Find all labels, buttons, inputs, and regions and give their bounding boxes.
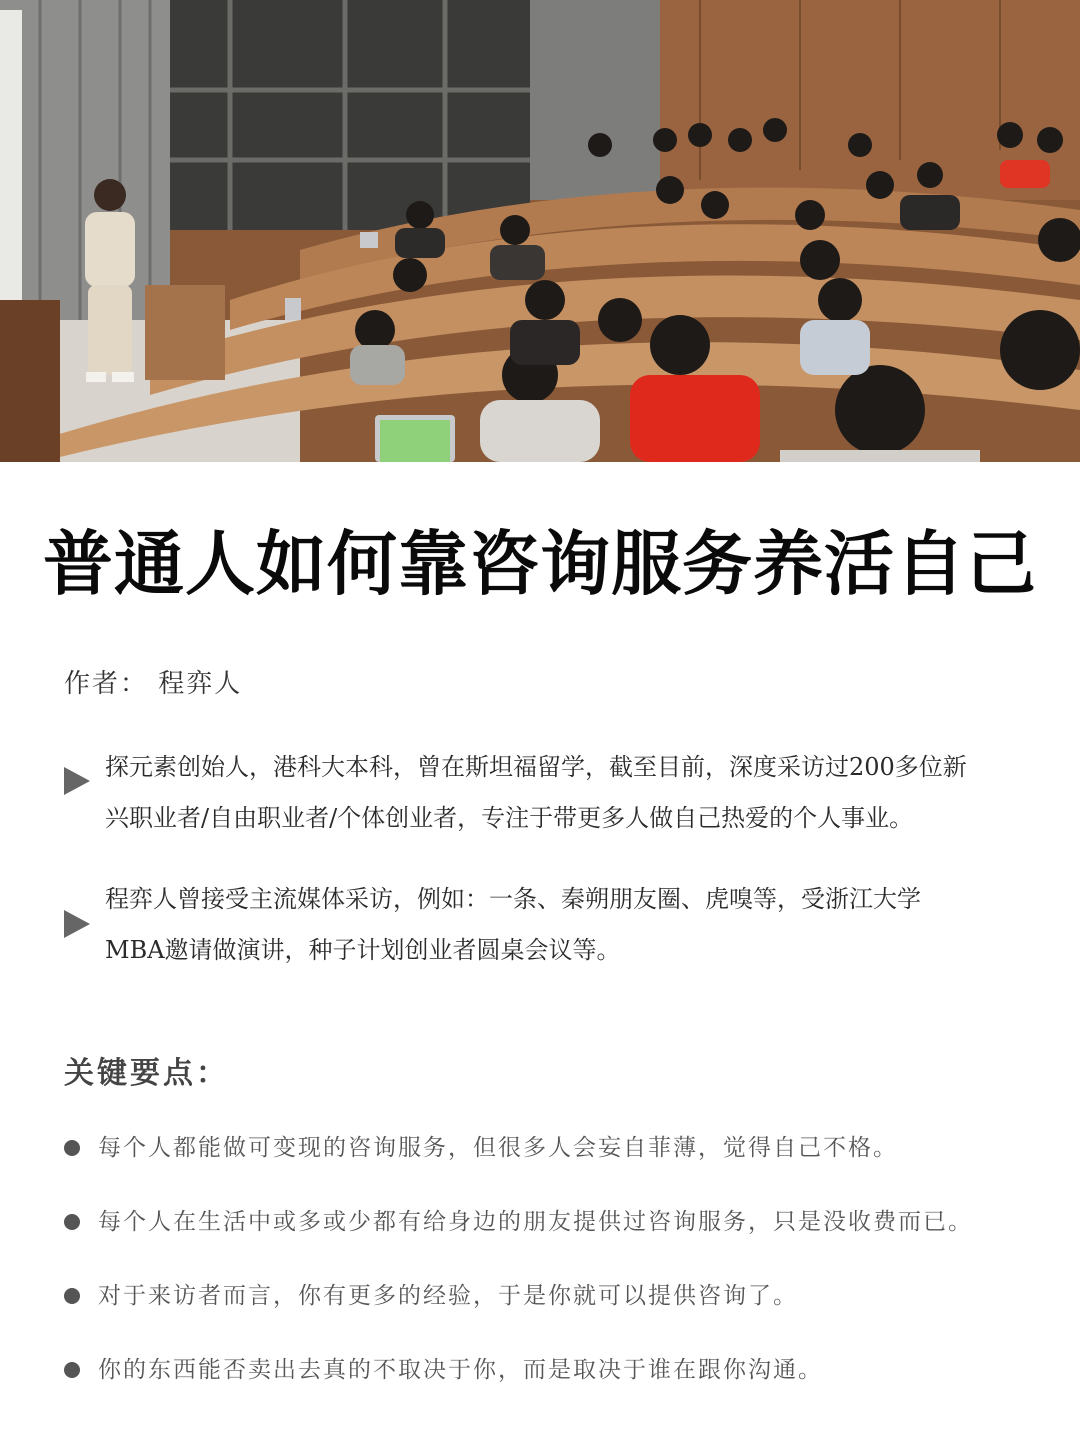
red-jacket	[630, 375, 760, 462]
list-item	[64, 1350, 1044, 1390]
author-label: 作者：	[64, 669, 149, 699]
list-item-text: 你的东西能否卖出去真的不取决于你，而是取决于谁在跟你沟通。	[98, 1357, 823, 1383]
list-item	[64, 1202, 1044, 1242]
triangle-bullet-icon	[64, 910, 90, 938]
list-item	[64, 1128, 1044, 1168]
list-item-text: 每个人都能做可变现的咨询服务，但很多人会妄自菲薄，觉得自己不格。	[98, 1135, 898, 1161]
intro-text	[105, 742, 1035, 844]
author-line	[64, 664, 242, 704]
list-item-text: 对于来访者而言，你有更多的经验，于是你就可以提供咨询了。	[98, 1283, 798, 1309]
intro-line: 探元素创始人，港科大本科，曾在斯坦福留学，截至目前，深度采访过200多位新	[105, 753, 967, 781]
bullet-dot-icon	[64, 1140, 80, 1156]
intro-line: 兴职业者/自由职业者/个体创业者，专注于带更多人做自己热爱的个人事业。	[105, 804, 914, 832]
list-item	[64, 1276, 1044, 1316]
list-item-text: 每个人在生活中或多或少都有给身边的朋友提供过咨询服务，只是没收费而已。	[98, 1209, 973, 1235]
page-title: 普通人如何靠咨询服务养活自己	[43, 523, 1037, 605]
lecture-hall-illustration	[0, 0, 1080, 462]
author-name: 程弈人	[158, 669, 243, 699]
bullet-dot-icon	[64, 1288, 80, 1304]
intro-line: 程弈人曾接受主流媒体采访，例如：一条、秦朔朋友圈、虎嗅等，受浙江大学	[105, 885, 921, 913]
triangle-bullet-icon	[64, 767, 90, 795]
bullet-dot-icon	[64, 1362, 80, 1378]
intro-line: MBA邀请做演讲，种子计划创业者圆桌会议等。	[105, 936, 621, 964]
hero-photo	[0, 0, 1080, 462]
key-points-heading: 关键要点：	[64, 1056, 229, 1091]
bullet-dot-icon	[64, 1214, 80, 1230]
intro-text	[105, 874, 1035, 976]
